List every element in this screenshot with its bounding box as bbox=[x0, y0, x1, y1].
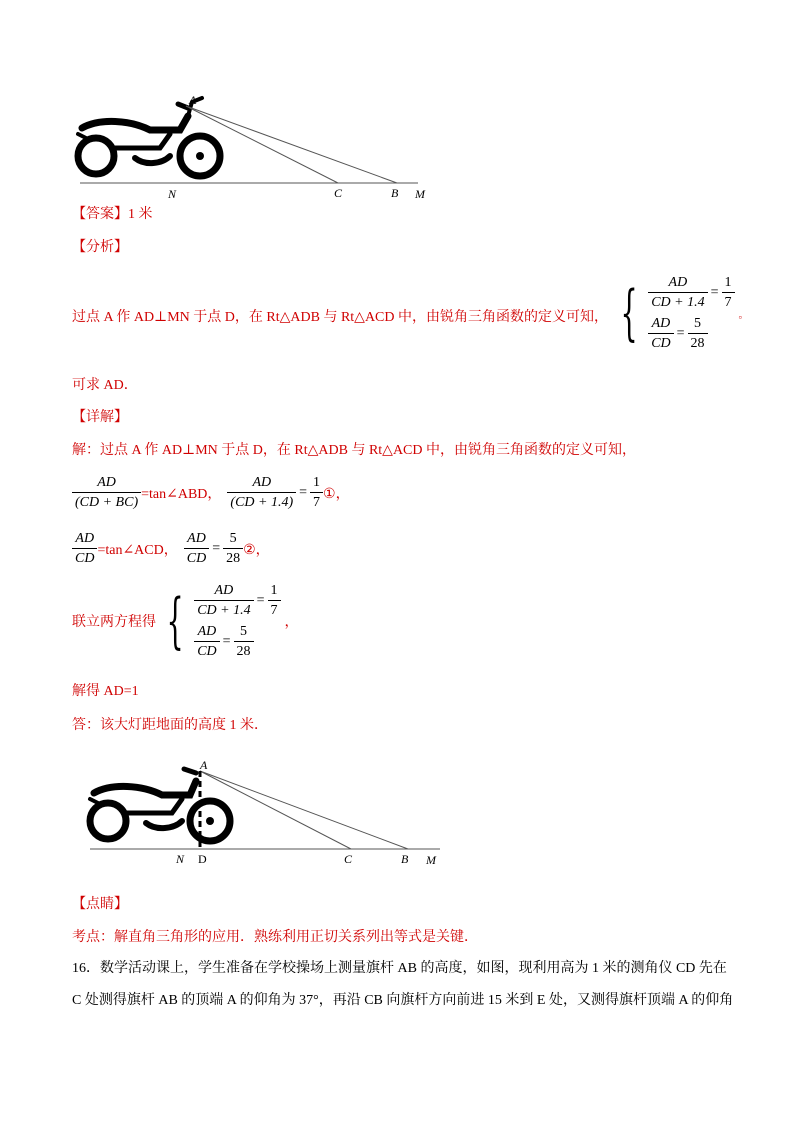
answer-line bbox=[72, 206, 153, 224]
detail-conclusion: 答：该大灯距地面的高度 1 米． bbox=[72, 718, 268, 733]
fraction-denominator: (CD + BC) bbox=[72, 492, 141, 511]
combine-end: ， bbox=[284, 615, 299, 630]
fraction-numerator: AD bbox=[97, 475, 116, 490]
detail-equation-2: $\frac{AD}{CD}$ =tan∠ACD， $\frac{AD}{CD}$ = $\frac{5}{28}$ ②， bbox=[72, 530, 270, 567]
answer-tag: 【答案】 bbox=[72, 207, 128, 222]
fraction-denominator: CD + 1.4 bbox=[194, 600, 253, 619]
answer-text: 1 米 bbox=[128, 207, 153, 222]
fraction-numerator: 5 bbox=[240, 624, 248, 639]
combine-label: 联立两方程得 bbox=[72, 615, 156, 630]
fraction-numerator: 5 bbox=[229, 531, 237, 546]
fraction-numerator: AD bbox=[75, 531, 95, 546]
label-m: M bbox=[415, 187, 425, 201]
equation-mark: ②， bbox=[243, 542, 270, 558]
problem-16-line-1: 16．数学活动课上，学生准备在学校操场上测量旗杆 AB 的高度，如图，现利用高为 1 米的测角仪 CD 先在 bbox=[72, 961, 727, 976]
fraction-denominator: 28 bbox=[234, 641, 254, 660]
equation-mark: ①， bbox=[323, 486, 350, 502]
label-m: M bbox=[426, 853, 436, 867]
detail-equation-1: $\frac{AD}{(CD + BC)}$ =tan∠ABD， $\frac{AD}{(CD + 1.4)}$ = $\frac{1}{7}$ ①， bbox=[72, 474, 350, 511]
label-d: D bbox=[198, 852, 207, 866]
label-n: N bbox=[176, 852, 185, 866]
system-brace: { bbox=[166, 586, 184, 656]
comment-text: 考点：解直角三角形的应用．熟练利用正切关系列出等式是关键． bbox=[72, 930, 478, 945]
analysis-line-1: 过点 A 作 AD⊥MN 于点 D，在 Rt△ADB 与 Rt△ACD 中，由锐角三角函数的定义可知， bbox=[72, 310, 608, 325]
equation-text: =tan∠ABD， bbox=[141, 486, 222, 502]
system-brace: { bbox=[620, 278, 638, 348]
label-c: C bbox=[334, 186, 343, 200]
fraction-denominator: CD bbox=[72, 548, 97, 567]
fraction-denominator: 28 bbox=[223, 548, 243, 567]
problem-16-line-2: C 处测得旗杆 AB 的顶端 A 的仰角为 37°，再沿 CB 向旗杆方向前进 15 米到 E 处，又测得旗杆顶端 A 的仰角 bbox=[72, 993, 734, 1008]
label-b: B bbox=[401, 852, 409, 866]
label-a: A bbox=[189, 93, 197, 107]
geometry-lines bbox=[80, 106, 418, 183]
detail-combine: 联立两方程得 { $\frac{AD}{CD + 1.4}$ = $\frac{1}{7}$ $\frac{AD}{CD}$ = $\frac{5}{28}$ ， bbox=[72, 583, 299, 659]
fraction-denominator: CD bbox=[194, 641, 219, 660]
detail-line-1: 解：过点 A 作 AD⊥MN 于点 D，在 Rt△ADB 与 Rt△ACD 中，由锐角三角函数的定义可知， bbox=[72, 443, 636, 458]
analysis-line-2: 可求 AD． bbox=[72, 378, 138, 393]
equation-text: =tan∠ACD， bbox=[97, 542, 178, 558]
fraction-numerator: 1 bbox=[270, 583, 278, 598]
fraction-numerator: AD bbox=[668, 275, 688, 290]
fraction-denominator: 7 bbox=[310, 492, 323, 511]
fraction-denominator: 7 bbox=[722, 292, 735, 311]
label-a: A bbox=[200, 758, 208, 772]
comment-tag: 【点睛】 bbox=[72, 897, 128, 912]
fraction-denominator: CD + 1.4 bbox=[648, 292, 707, 311]
fraction-numerator: AD bbox=[252, 475, 272, 490]
motorcycle-icon bbox=[90, 769, 230, 841]
fraction-numerator: AD bbox=[197, 624, 217, 639]
detail-solve: 解得 AD=1 bbox=[72, 684, 139, 699]
geometry-lines bbox=[90, 771, 440, 849]
analysis-tag: 【分析】 bbox=[72, 240, 128, 255]
label-n: N bbox=[168, 187, 177, 201]
label-c: C bbox=[344, 852, 353, 866]
motorcycle-icon bbox=[78, 98, 220, 176]
detail-tag: 【详解】 bbox=[72, 410, 128, 425]
fraction-denominator: (CD + 1.4) bbox=[227, 492, 296, 511]
label-b: B bbox=[391, 186, 399, 200]
analysis-system: { $\frac{AD}{CD + 1.4}$ = $\frac{1}{7}$ $\frac{AD}{CD}$ = $\frac{5}{28}$ 。 bbox=[620, 275, 749, 351]
fraction-numerator: AD bbox=[214, 583, 234, 598]
fraction-denominator: 28 bbox=[688, 333, 708, 352]
fraction-numerator: 5 bbox=[694, 316, 702, 331]
fraction-numerator: 1 bbox=[724, 275, 732, 290]
motorcycle-figure-2 bbox=[80, 757, 450, 872]
fraction-denominator: CD bbox=[648, 333, 673, 352]
fraction-numerator: AD bbox=[651, 316, 671, 331]
motorcycle-figure-1 bbox=[70, 90, 440, 205]
fraction-denominator: CD bbox=[184, 548, 209, 567]
fraction-denominator: 7 bbox=[268, 600, 281, 619]
fraction-numerator: 1 bbox=[313, 475, 321, 490]
analysis-system-end: 。 bbox=[738, 309, 749, 321]
fraction-numerator: AD bbox=[187, 531, 206, 546]
